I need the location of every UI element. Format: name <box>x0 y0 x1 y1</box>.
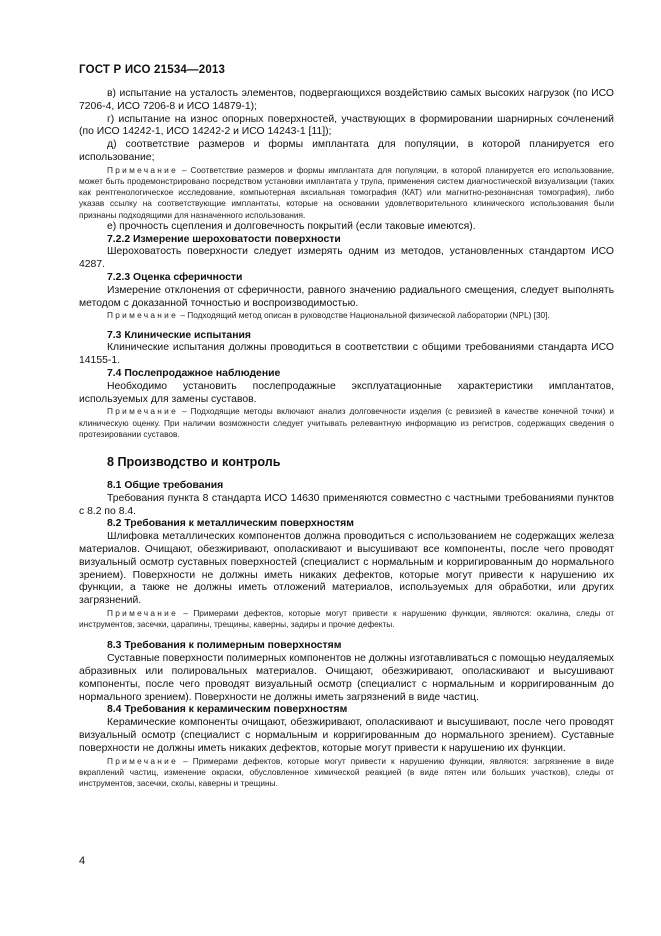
list-item-e: е) прочность сцепления и долговечность покрытий (если таковые имеются). <box>107 220 476 232</box>
paragraph-8-2: Шлифовка металлических компонентов должна проводиться с использованием не содержащих железа материалов. Очищают, обезжиривают, ополаскивают и высушивают все компоненты, после чего проводят визуальный осмотр суставных поверхностей (специалист с нормальным и корригированным до нормального зрением). Поверхности не должны иметь никаких дефектов, которые могут привести к нарушению их функции, а также не должны иметь отложений материалов, используемых для обработки, или других загрязнений. <box>79 531 614 607</box>
page-content <box>79 88 614 789</box>
heading-section-8: 8 Производство и контроль <box>107 454 281 469</box>
document-header: ГОСТ Р ИСО 21534—2013 <box>79 64 226 76</box>
note-text: – Подходящие методы включают анализ долговечности изделия (с ревизией в качестве конечной точки) и клиническую оценку. При наличии возможности следует учитывать релевантную информацию из регистров, содержащих сведения о протезировании суставов. <box>79 406 614 439</box>
paragraph-8-4: Керамические компоненты очищают, обезжиривают, ополаскивают и высушивают, после чего проводят визуальный осмотр (специалист с нормальным и корригированным до нормального зрением). Суставные поверхности не должны иметь никаких дефектов, которые могут привести к нарушению их функции. <box>79 717 614 754</box>
heading-7-2-3: 7.2.3 Оценка сферичности <box>107 271 243 283</box>
paragraph-7-4: Необходимо установить послепродажные эксплуатационные характеристики имплантатов, используемых для замены суставов. <box>79 380 614 405</box>
note-4 <box>79 608 614 630</box>
list-item-d: д) соответствие размеров и формы имплантата для популяции, в которой планируется его использование; <box>79 139 614 163</box>
note-label: Примечание <box>107 755 179 766</box>
note-text: – Соответствие размеров и формы имплантата для популяции, в которой планируется его использование, может быть продемонстрировано посредством установки имплантата у трупа, применения систем диагностической визуализации (таких как рентгенологическое исследование, компьютерная аксиальная томография (КАТ) или магнитно-резонансная томография), либо указав ссылку на соответствующие имплантаты, которые на основании удовлетворительного клинического использования были признаны подходящими для назначенного использования. <box>79 164 614 220</box>
heading-7-3: 7.3 Клинические испытания <box>107 329 251 341</box>
list-item-g: г) испытание на износ опорных поверхностей, участвующих в формировании шарнирных сочленений (по ИСО 14242-1, ИСО 14242-2 и ИСО 14243-1 [11]); <box>79 113 614 138</box>
page-number: 4 <box>79 855 86 867</box>
note-1 <box>79 165 614 221</box>
note-5 <box>79 756 614 790</box>
note-text: – Примерами дефектов, которые могут привести к нарушению функции, являются: окалина, следы от инструментов, засечки, царапины, трещины, каверны, задиры и прочие дефекты. <box>79 607 614 630</box>
paragraph-8-3: Суставные поверхности полимерных компонентов не должны изготавливаться с помощью неудаляемых абразивных или полировальных материалов. Очищают, обезжиривают, ополаскивают и высушивают компоненты, после чего проводят визуальный осмотр (специалист с нормальным и корригированным до нормального зрением). Поверхности не должны иметь загрязнений в виде частиц. <box>79 653 614 703</box>
paragraph-8-1: Требования пункта 8 стандарта ИСО 14630 применяются совместно с частными требованиями пунктов с 8.2 по 8.4. <box>79 492 614 517</box>
note-2 <box>79 310 614 321</box>
heading-7-4: 7.4 Послепродажное наблюдение <box>107 367 281 379</box>
note-3 <box>79 406 614 440</box>
heading-8-2: 8.2 Требования к металлическим поверхностям <box>107 518 354 530</box>
note-label: Примечание <box>107 607 179 618</box>
heading-8-4: 8.4 Требования к керамическим поверхностям <box>107 704 348 716</box>
note-label: Примечание <box>107 164 179 175</box>
paragraph-7-2-3: Измерение отклонения от сферичности, равного значению радиального смещения, следует выполнять методом с доказанной точностью и воспроизводимостью. <box>79 284 614 309</box>
list-item-v: в) испытание на усталость элементов, подвергающихся воздействию самых высоких нагрузок (по ИСО 7206-4, ИСО 7206-8 и ИСО 14879-1); <box>79 88 614 112</box>
heading-7-2-2: 7.2.2 Измерение шероховатости поверхности <box>107 233 341 245</box>
note-text: – Примерами дефектов, которые могут привести к нарушению функции, являются: загрязнение в виде вкраплений частиц, изменение окраски, обусловленное химической реакцией (в виде пятен или больших участков), следы от инструментов, засечки, сколы, каверны и трещины. <box>79 755 614 788</box>
note-label: Примечание <box>107 406 179 417</box>
note-text: – Подходящий метод описан в руководстве Национальной физической лаборатории (NPL) [30]. <box>178 310 550 321</box>
paragraph-7-2-2: Шероховатость поверхности следует измерять одним из методов, установленных стандартом ИСО 4287. <box>79 246 614 271</box>
note-label: Примечание <box>107 310 179 321</box>
paragraph-7-3: Клинические испытания должны проводиться в соответствии с общими требованиями стандарта ИСО 14155-1. <box>79 342 614 367</box>
heading-8-3: 8.3 Требования к полимерным поверхностям <box>107 640 342 652</box>
heading-8-1: 8.1 Общие требования <box>107 479 224 491</box>
